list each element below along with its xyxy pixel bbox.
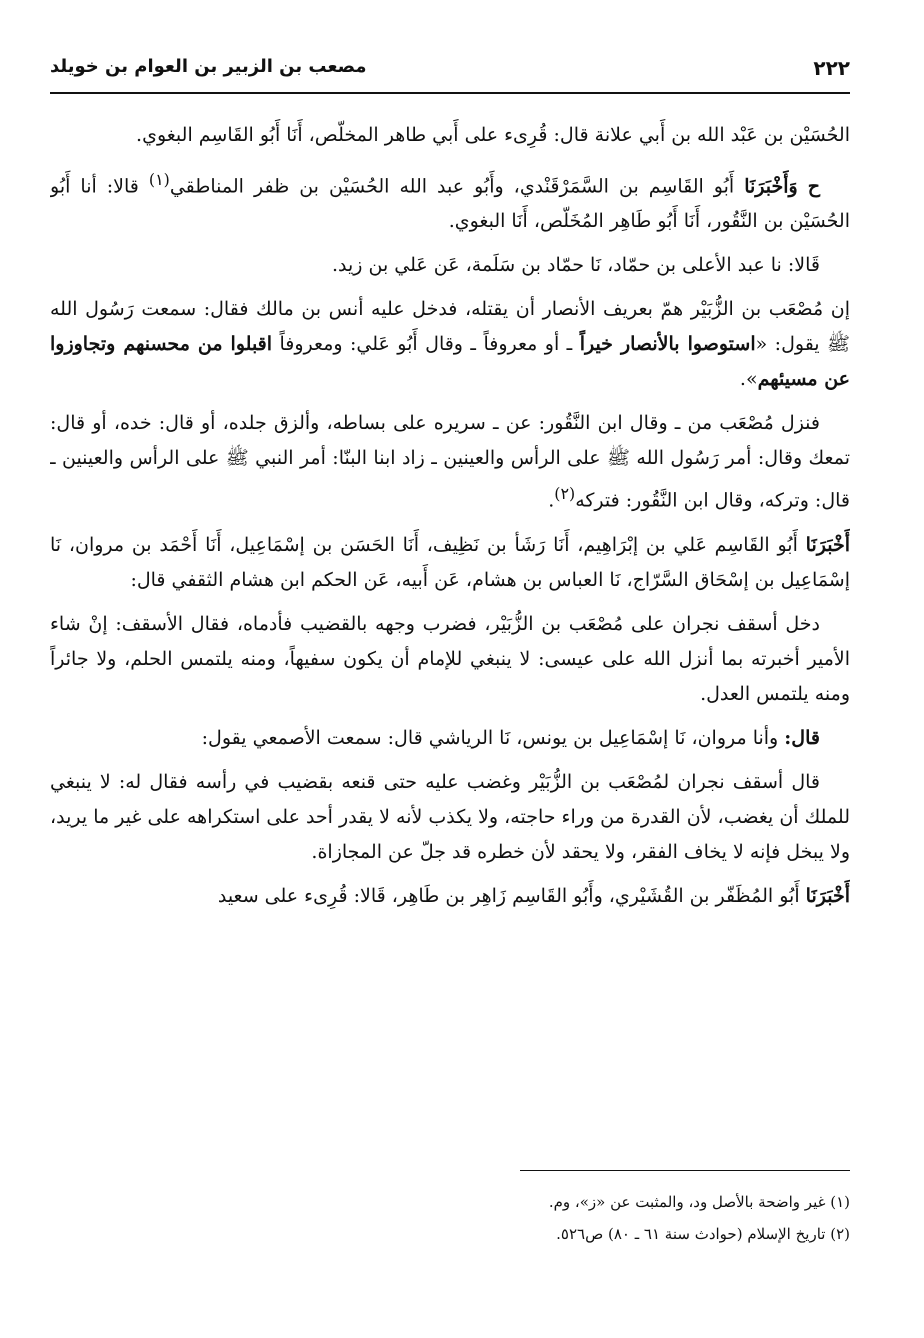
footnote-rule: [520, 1170, 850, 1171]
footnote: (١) غير واضحة بالأصل ود، والمثبت عن «ز»، وم.: [548, 1193, 850, 1211]
paragraph: قَالا: نا عبد الأعلى بن حمّاد، نَا حمّاد بن سَلَمة، عَن عَلي بن زيد.: [332, 254, 820, 277]
paragraph: إن مُصْعَب بن الزُّبَيْر همّ بعريف الأنصار أن يقتله، فدخل عليه أنس بن مالك فقال: سمعت رَسُول الله ﷺ يقول: «استوصوا بالأنصار خيراً ـ أو معروفاً ـ وقال أَبُو عَلي: ومعروفاً اقبلوا من محسنهم وتجاوزوا عن مسيئهم».: [50, 298, 850, 391]
footnote: (٢) تاريخ الإسلام (حوادث سنة ٦١ ـ ٨٠) ص٥٢٦.: [556, 1225, 850, 1243]
paragraph: دخل أسقف نجران على مُصْعَب بن الزُّبَيْر، فضرب وجهه بالقضيب فأدماه، فقال الأسقف: إنْ شاء الأمير أخبرته بما أنزل الله على عيسى: لا ينبغي للإمام أن يكون سفيهاً، ومنه يلتمس الحلم، ولا جائراً ومنه يلتمس العدل.: [50, 612, 850, 705]
narration-lead: وَأَخْبَرَنَا: [744, 175, 798, 198]
page-number: ٢٢٢: [813, 56, 850, 80]
paragraph: ح وَأَخْبَرَنَا أَبُو القَاسِم بن السَّمَرْقَنْدي، وأَبُو عبد الله الحُسَيْن بن ظفر المناطقي$^{(١)}$ قالا: أنا أَبُو الحُسَيْن بن النَّقُور، أَنَا أَبُو طَاهِر المُخَلّص، أَنَا البغوي.: [50, 170, 850, 233]
page-header: [50, 52, 850, 92]
narration-lead: أَخْبَرَنَا: [805, 884, 850, 907]
paragraph: الحُسَيْن بن عَبْد الله بن أَبي علانة قال: قُرِىء على أَبي طاهر المخلّص، أَنَا أَبُو القَاسِم البغوي.: [136, 124, 850, 146]
hadith-text: استوصوا بالأنصار خيراً: [579, 333, 756, 356]
paragraph: أَخْبَرَنَا أَبُو القَاسِم عَلي بن إبْرَاهِيم، أَنَا رَشَأ بن نَظِيف، أَنَا الحَسَن بن إسْمَاعِيل، أَنَا أَحْمَد بن مروان، نَا إسْمَاعِيل بن إسْحَاق السَّرّاج، نَا العباس بن هشام، عَن أَبيه، عَن الحكم ابن هشام الثقفي قال:: [50, 533, 850, 591]
paragraph: فنزل مُصْعَب من ـ وقال ابن النَّقُور: عن ـ سريره على بساطه، وألزق جلده، أو قال: خده، أو قال: تمعك وقال: أمر رَسُول الله ﷺ على الرأس والعينين ـ زاد ابنا البنّا: أمر النبي ﷺ على الرأس والعينين ـ قال: وتركه، وقال ابن النَّقُور: فتركه$^{(٢)}$.: [50, 412, 850, 512]
running-title: مصعب بن الزبير بن العوام بن خويلد: [50, 56, 367, 77]
body-text: [50, 118, 850, 1118]
paragraph: أَخْبَرَنَا أَبُو المُظَفّر بن القُشَيْري، وأَبُو القَاسِم زَاهِر بن طَاهِر، قَالا: قُرِىء على سعيد: [217, 884, 850, 907]
footnote-ref: (٢): [554, 484, 576, 504]
footnotes: [50, 1186, 850, 1266]
paragraph: قال أسقف نجران لمُصْعَب بن الزُّبَيْر وغضب عليه حتى قنعه بقضيب في رأسه فقال له: لا ينبغي للملك أن يغضب، لأن القدرة من وراء حاجته، ولا يكذب لأنه لا يقدر أحد على استكراهه على غير ما يريد، ولا يبخل فإنه لا يخاف الفقر، ولا يحقد لأن خطره قد جلّ عن المجازاة.: [50, 770, 850, 863]
footnote-ref: (١): [148, 170, 170, 189]
narration-lead: أَخْبَرَنَا: [805, 533, 850, 556]
narration-lead: قال:: [784, 726, 820, 749]
chain-marker: ح: [807, 175, 821, 198]
header-rule: [50, 92, 850, 94]
hadith-text: اقبلوا من محسنهم وتجاوزوا عن مسيئهم: [50, 333, 850, 391]
paragraph: قال: وأنا مروان، نَا إسْمَاعِيل بن يونس، نَا الرياشي قال: سمعت الأصمعي يقول:: [201, 726, 820, 749]
